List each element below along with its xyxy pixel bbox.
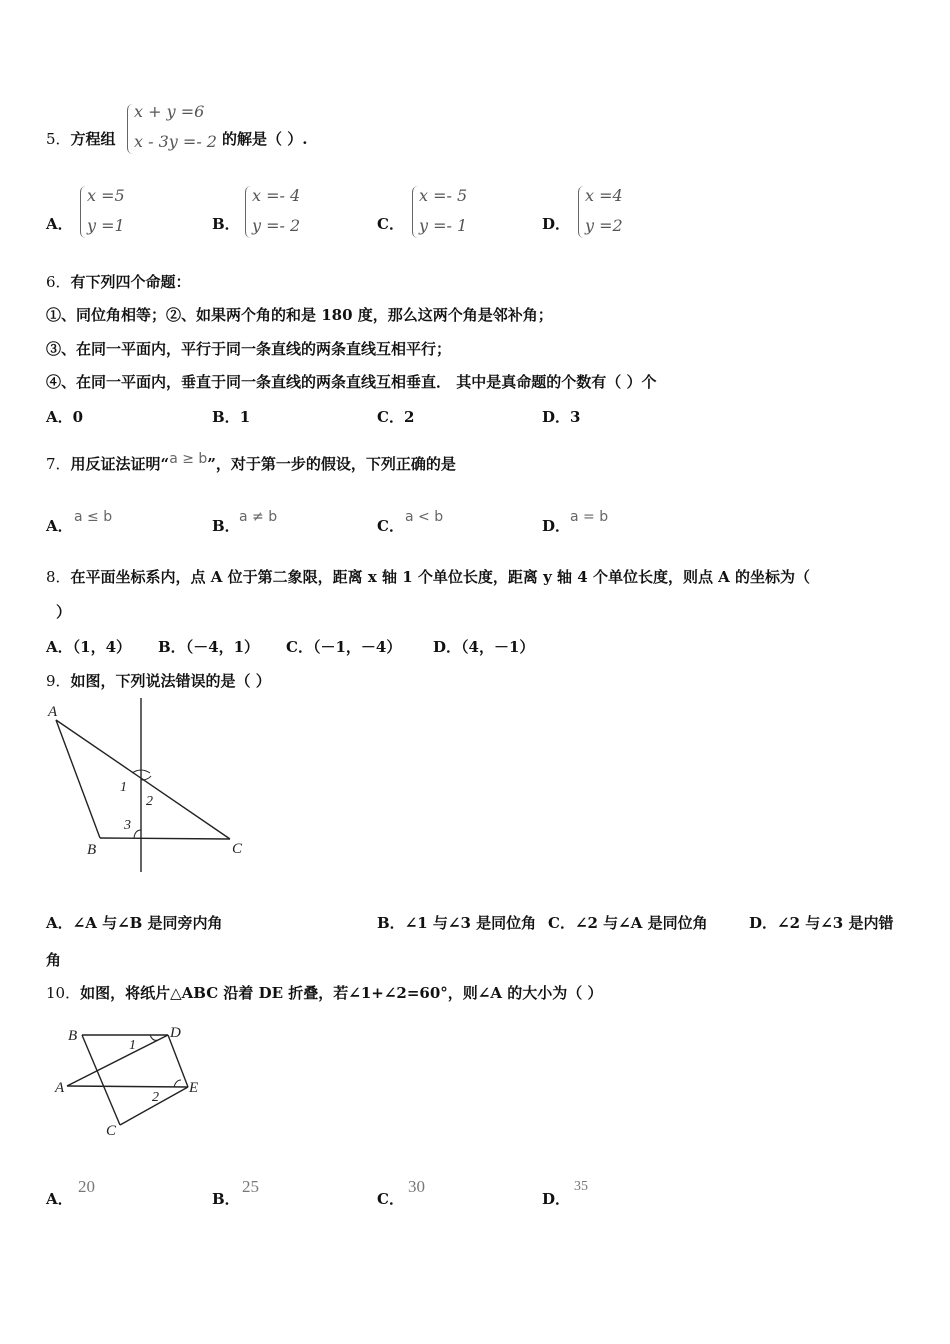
q10-label-angle2: 2: [152, 1090, 159, 1105]
q10-line-bc: [82, 1035, 120, 1125]
q5-stem-text: 方程组: [70, 130, 116, 148]
q8-stem-text: 在平面坐标系内，点 A 位于第二象限，距离 x 轴 1 个单位长度，距离 y 轴 4 个单位长度，则点 A 的坐标为（: [70, 568, 811, 586]
q8-stem-end: ）: [56, 603, 72, 621]
q10-option-c-value: 30: [408, 1177, 425, 1196]
q6-line3: ④、在同一平面内，垂直于同一条直线的两条直线互相垂直． 其中是真命题的个数有（ ）个: [46, 373, 657, 391]
q6-stem-text: 有下列四个命题：: [70, 273, 191, 291]
q5-option-a-line2: y =1: [87, 216, 125, 235]
q6-option-c-label: C．: [377, 408, 404, 426]
q5-option-d-line1: x =4: [585, 186, 623, 205]
q7-stem: [46, 453, 456, 474]
q10-number: 10．: [46, 984, 81, 1002]
q10-stem: [46, 982, 602, 1003]
q6-option-b[interactable]: [212, 406, 250, 427]
q8-stem: [46, 566, 810, 587]
q7-option-b-label[interactable]: B．: [212, 517, 240, 535]
q10-angle2-arc: [174, 1080, 181, 1087]
q9-angle3-arc: [134, 830, 141, 838]
q6-option-c-value: 2: [403, 408, 415, 426]
q10-line-ad: [67, 1035, 168, 1086]
q10-line-ae: [67, 1086, 188, 1087]
q9-label-angle2: 2: [146, 794, 153, 809]
q8-option-b-label: B．: [158, 638, 186, 656]
q5-option-a-brace: [80, 186, 87, 238]
q8-option-a[interactable]: [46, 636, 131, 657]
q5-option-b-brace: [245, 186, 252, 238]
q10-label-angle1: 1: [129, 1038, 136, 1053]
q9-label-angle1: 1: [120, 780, 127, 795]
q9-line-bc: [100, 838, 230, 839]
q8-option-d-value: （4，－1）: [461, 638, 535, 656]
q9-label-b: B: [87, 842, 97, 858]
q7-option-d-label[interactable]: D．: [542, 517, 571, 535]
q9-label-a: A: [48, 704, 58, 720]
q9-option-a-label: A．: [46, 914, 73, 932]
q10-option-d-label[interactable]: D．: [542, 1190, 571, 1208]
q10-label-e: E: [189, 1080, 199, 1096]
q6-option-a-value: 0: [72, 408, 84, 426]
q10-label-c: C: [106, 1123, 117, 1139]
q9-stem: [46, 670, 271, 691]
q8-option-d-label: D．: [433, 638, 462, 656]
q5-option-b-line1: x =- 4: [252, 186, 301, 205]
q10-option-d-value: 35: [574, 1179, 588, 1194]
q7-option-b-value: a ≠ b: [239, 509, 278, 525]
q6-stem: [46, 271, 191, 292]
q9-stem-text: 如图，下列说法错误的是（ ）: [70, 672, 271, 690]
q9-option-d-value: ∠2 与∠3 是内错: [777, 914, 894, 932]
q8-option-c-label: C．: [286, 638, 313, 656]
q6-option-c[interactable]: [377, 406, 414, 427]
q7-option-d-value: a = b: [570, 509, 609, 525]
q9-number: 9．: [46, 672, 71, 690]
q9-option-d-label: D．: [749, 914, 778, 932]
q6-option-a-label: A．: [46, 408, 73, 426]
q8-option-c[interactable]: [286, 636, 401, 657]
q9-line-ab: [56, 720, 100, 838]
q9-option-a-value: ∠A 与∠B 是同旁内角: [72, 914, 223, 932]
q5-system-line2: x - 3y =- 2: [134, 132, 217, 151]
q10-stem-text: 如图，将纸片△ABC 沿着 DE 折叠，若∠1+∠2=60°，则∠A 的大小为（ ）: [80, 984, 603, 1002]
q6-line2: ③、在同一平面内，平行于同一条直线的两条直线互相平行；: [46, 340, 452, 358]
q10-option-a-value: 20: [78, 1177, 95, 1196]
q10-option-b-label[interactable]: B．: [212, 1190, 240, 1208]
q5-option-d-line2: y =2: [585, 216, 623, 235]
q8-option-a-value: （1，4）: [72, 638, 132, 656]
q8-option-d[interactable]: [433, 636, 534, 657]
q5-option-d-label[interactable]: D．: [542, 215, 571, 233]
q7-option-c-value: a < b: [405, 509, 444, 525]
q5-option-c-line2: y =- 1: [419, 216, 468, 235]
q8-option-a-label: A．: [46, 638, 73, 656]
q6-option-b-value: 1: [239, 408, 251, 426]
q7-stem-before: 用反证法证明“: [70, 455, 170, 473]
q9-option-c-label: C．: [548, 914, 575, 932]
q10-angle1-arc: [150, 1035, 158, 1040]
q7-option-c-label[interactable]: C．: [377, 517, 404, 535]
q9-option-c[interactable]: [548, 912, 708, 933]
q5-suffix: 的解是（ ）.: [222, 130, 308, 148]
q8-option-b[interactable]: [158, 636, 259, 657]
q5-option-a-label[interactable]: A．: [46, 215, 73, 233]
q8-option-b-value: （－4，1）: [185, 638, 260, 656]
q6-number: 6．: [46, 273, 71, 291]
q9-option-c-value: ∠2 与∠A 是同位角: [574, 914, 708, 932]
q5-option-a-line1: x =5: [87, 186, 125, 205]
q6-option-d-value: 3: [570, 408, 581, 426]
q9-option-b-label: B．: [377, 914, 405, 932]
q9-option-a[interactable]: [46, 912, 223, 933]
q6-option-d[interactable]: [542, 406, 580, 427]
q7-stem-math: a ≥ b: [169, 451, 208, 467]
q10-option-b-value: 25: [242, 1177, 259, 1196]
q10-label-d: D: [170, 1025, 181, 1041]
q5-option-d-brace: [578, 186, 585, 238]
q5-option-c-label[interactable]: C．: [377, 215, 404, 233]
q9-option-d-wrap: 角: [46, 951, 62, 969]
q9-option-b-value: ∠1 与∠3 是同位角: [404, 914, 537, 932]
q10-option-a-label[interactable]: A．: [46, 1190, 73, 1208]
q6-option-d-label: D．: [542, 408, 571, 426]
q9-figure: [40, 696, 260, 881]
q5-option-c-line1: x =- 5: [419, 186, 468, 205]
q9-option-b[interactable]: [377, 912, 536, 933]
q5-system-brace: [127, 104, 134, 154]
q10-line-de: [168, 1035, 188, 1087]
q7-option-a-label[interactable]: A．: [46, 517, 73, 535]
q8-number: 8．: [46, 568, 71, 586]
q7-number: 7．: [46, 455, 71, 473]
q7-option-a-value: a ≤ b: [74, 509, 113, 525]
q5-option-b-label[interactable]: B．: [212, 215, 240, 233]
q9-label-c: C: [232, 841, 243, 857]
q7-stem-after: ”，对于第一步的假设，下列正确的是: [207, 455, 456, 473]
q10-label-b: B: [68, 1028, 78, 1044]
q6-line1: ①、同位角相等；②、如果两个角的和是 180 度，那么这两个角是邻补角；: [46, 306, 553, 324]
q10-option-c-label[interactable]: C．: [377, 1190, 404, 1208]
q9-option-d[interactable]: [749, 912, 893, 933]
q9-label-angle3: 3: [124, 818, 131, 833]
q5-system-line1: x + y =6: [134, 102, 205, 121]
q8-option-c-value: （－1，－4）: [312, 638, 402, 656]
q10-label-a: A: [55, 1080, 65, 1096]
q10-figure: [50, 1018, 220, 1143]
q6-option-b-label: B．: [212, 408, 240, 426]
q5-stem: [46, 128, 116, 149]
q5-option-b-line2: y =- 2: [252, 216, 301, 235]
q5-option-c-brace: [412, 186, 419, 238]
q5-number: 5．: [46, 130, 71, 148]
q6-option-a[interactable]: [46, 406, 83, 427]
